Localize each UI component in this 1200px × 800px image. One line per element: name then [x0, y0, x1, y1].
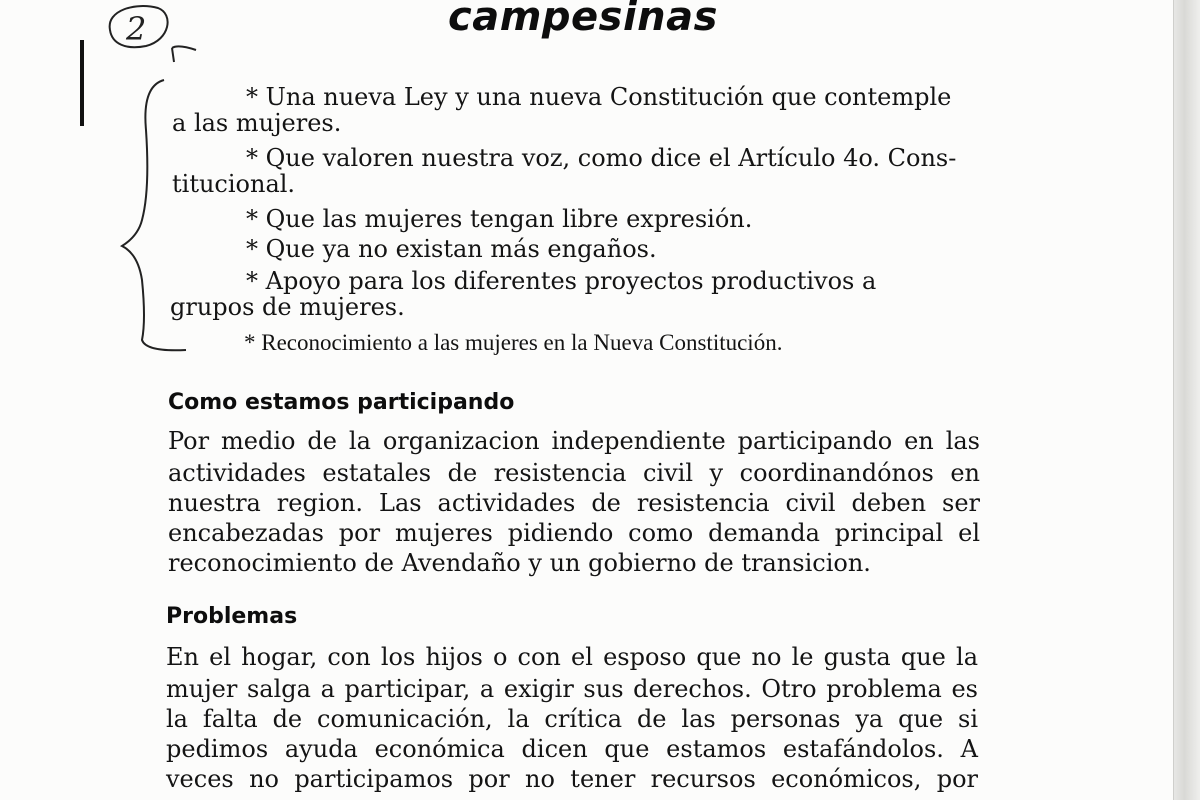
problems-line-2: mujer salga a participar, a exigir sus derechos. Otro problema es: [166, 675, 978, 703]
demand-2-line1: * Que valoren nuestra voz, como dice el Artículo 4o. Cons-: [246, 144, 957, 172]
problems-line-5: veces no participamos por no tener recursos económicos, por: [166, 765, 978, 793]
demand-4: * Que ya no existan más engaños.: [246, 235, 657, 263]
demand-5-line1: * Apoyo para los diferentes proyectos productivos a: [246, 267, 877, 295]
demand-3: * Que las mujeres tengan libre expresión.: [246, 205, 753, 233]
problems-line-4: pedimos ayuda económica dicen que estamos estafándolos. A: [166, 735, 978, 763]
problems-line-1: En el hogar, con los hijos o con el esposo que no le gusta que la: [166, 643, 978, 671]
page-edge: [1173, 0, 1200, 800]
problems-heading: Problemas: [166, 604, 298, 629]
participating-line-4: encabezadas por mujeres pidiendo como demanda principal el: [168, 519, 980, 547]
page-heading: campesinas: [448, 0, 718, 40]
demand-5-line2: grupos de mujeres.: [170, 293, 405, 321]
handwritten-number-text: 2: [126, 10, 147, 48]
problems-line-3: la falta de comunicación, la crítica de las personas ya que si: [166, 705, 978, 733]
participating-line-5: reconocimiento de Avendaño y un gobierno de transicion.: [168, 549, 871, 577]
demand-1-line1: * Una nueva Ley y una nueva Constitución que contemple: [246, 83, 952, 111]
demand-1-line2: a las mujeres.: [172, 109, 342, 137]
participating-heading: Como estamos participando: [168, 390, 515, 415]
participating-line-2: actividades estatales de resistencia civil y coordinandónos en: [168, 459, 980, 487]
participating-line-3: nuestra region. Las actividades de resistencia civil deben ser: [168, 489, 980, 517]
demand-6: * Reconocimiento a las mujeres en la Nueva Constitución.: [244, 330, 783, 355]
participating-line-1: Por medio de la organizacion independiente participando en las: [168, 427, 980, 455]
demand-2-line2: titucional.: [172, 170, 296, 198]
margin-mark: [80, 40, 84, 126]
